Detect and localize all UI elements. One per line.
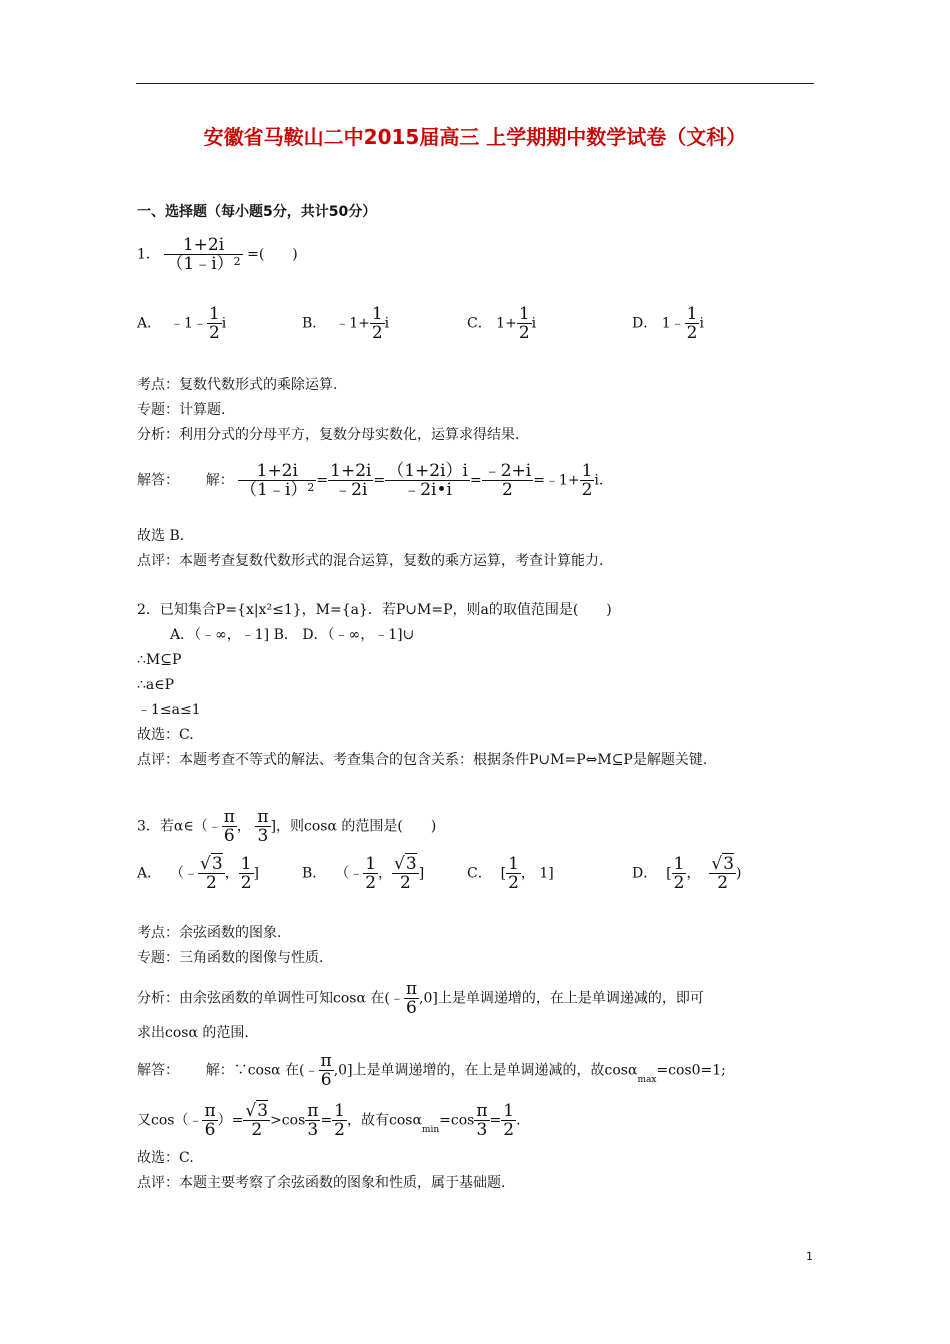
q3-you: 又cos（﹣ $\frac{\pi}{6}$ ）= $\frac{√3}{2}$ >cos $\frac{\pi}{3}$ = $\frac{1}{2}$ ，故有cosαmin=cos $\frac{\pi}{3}$ = $\frac{1}{2}$ . bbox=[137, 1101, 521, 1140]
q2-stem: 2．已知集合P={x|x²≤1}，M={a}．若P∪M=P，则a的取值范围是( ) bbox=[137, 602, 612, 618]
q2-line2: ∴a∈P bbox=[137, 677, 175, 693]
page-number: 1 bbox=[806, 1250, 813, 1263]
q2-guxuan: 故选：C. bbox=[137, 727, 194, 743]
q1-kaodian: 考点：复数代数形式的乘除运算. bbox=[137, 377, 338, 393]
q3-guxuan: 故选：C. bbox=[137, 1150, 194, 1166]
q1-option-d: D． 1﹣ $\frac{1}{2}$ i bbox=[632, 304, 704, 343]
q1-stem: 1． $\frac{1+2i}{(1﹣i)^2}$ =( ) bbox=[137, 235, 298, 274]
q1-option-b: B． ﹣1+ $\frac{1}{2}$ i bbox=[302, 304, 390, 343]
q2-dianping: 点评：本题考查不等式的解法、考查集合的包含关系：根据条件P∪M=P⇔M⊆P是解题关键. bbox=[137, 752, 708, 768]
q3-option-d: D． [ $\frac{1}{2}$ ， $\frac{√3}{2}$ ) bbox=[632, 854, 742, 893]
q3-jieda: 解答： 解：∵cosα 在(﹣ $\frac{\pi}{6}$ ,0]上是单调递增的，在上是单调递减的，故cosαmax=cos0=1; bbox=[137, 1051, 726, 1090]
q1-option-a: A． ﹣1﹣ $\frac{1}{2}$ i bbox=[137, 304, 227, 343]
q1-zhuanti: 专题：计算题. bbox=[137, 402, 226, 418]
section-heading: 一、选择题（每小题5分，共计50分） bbox=[137, 204, 377, 220]
q2-line1: ∴M⊆P bbox=[137, 652, 182, 668]
q1-fraction: $\frac{1+2i}{(1﹣i)^2}$ bbox=[166, 235, 241, 274]
q3-zhuanti: 专题：三角函数的图像与性质. bbox=[137, 950, 324, 966]
q1-jieda: 解答： 解： $\frac{1+2i}{(1﹣i)^2}$ = $\frac{1+2i}{﹣2i}$ = $\frac{(1+2i)i}{﹣2i•i}$ = $\frac{﹣2+i}{2}$ =﹣1+ $\frac{1}{2}$ i. bbox=[137, 461, 604, 500]
q1-dianping: 点评：本题考查复数代数形式的混合运算，复数的乘方运算，考查计算能力. bbox=[137, 553, 604, 569]
q3-fenxi-2: 求出cosα 的范围. bbox=[137, 1025, 249, 1041]
header-rule bbox=[136, 83, 814, 84]
q3-option-c: C． [ $\frac{1}{2}$ ， 1] bbox=[467, 854, 554, 893]
q1-fenxi: 分析：利用分式的分母平方，复数分母实数化，运算求得结果. bbox=[137, 427, 520, 443]
q2-line3: ﹣1≤a≤1 bbox=[137, 702, 201, 718]
q3-dianping: 点评：本题主要考察了余弦函数的图象和性质，属于基础题. bbox=[137, 1175, 506, 1191]
q3-kaodian: 考点：余弦函数的图象. bbox=[137, 925, 282, 941]
q3-option-a: A． （﹣ $\frac{√3}{2}$ ， $\frac{1}{2}$ ] bbox=[137, 854, 259, 893]
q3-option-b: B． （﹣ $\frac{1}{2}$ ， $\frac{√3}{2}$ ] bbox=[302, 854, 425, 893]
q3-stem: 3．若α∈（﹣ $\frac{\pi}{6}$ ， $\frac{\pi}{3}$ ]，则cosα 的范围是( ) bbox=[137, 807, 437, 846]
q2-options: A．（﹣∞，﹣1] B． D．（﹣∞，﹣1]∪ bbox=[170, 627, 415, 643]
page-title: 安徽省马鞍山二中2015届高三 上学期期中数学试卷（文科） bbox=[203, 125, 747, 149]
q1-option-c: C． 1+ $\frac{1}{2}$ i bbox=[467, 304, 537, 343]
q1-guxuan: 故选 B. bbox=[137, 528, 185, 544]
q3-fenxi: 分析：由余弦函数的单调性可知cosα 在(﹣ $\frac{\pi}{6}$ ,0]上是单调递增的，在上是单调递减的，即可 bbox=[137, 979, 704, 1018]
